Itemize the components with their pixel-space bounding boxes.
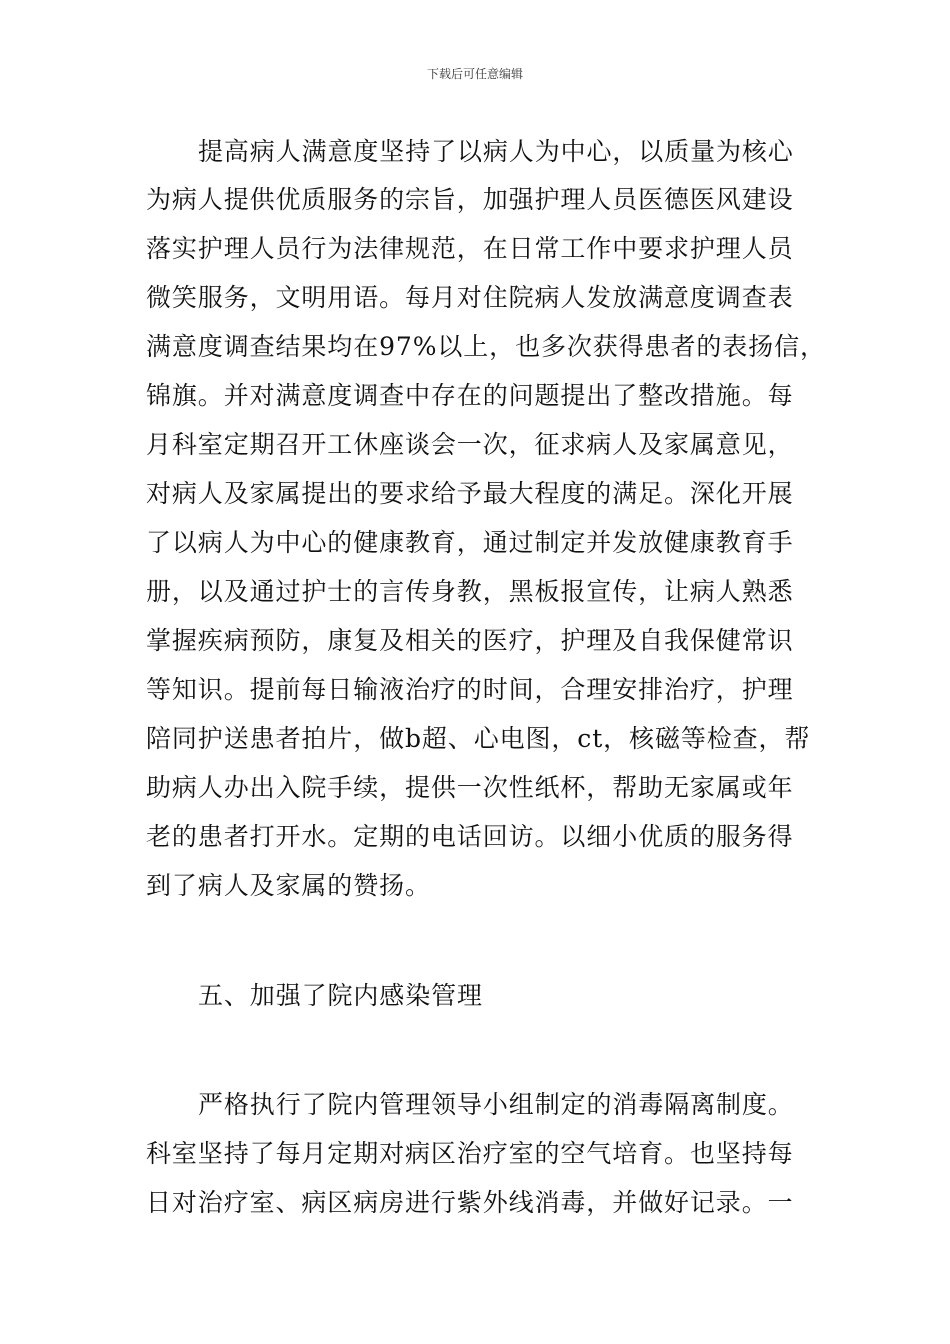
text-line: 锦旗。并对满意度调查中存在的问题提出了整改措施。每	[146, 381, 794, 410]
text-line: 日对治疗室、病区病房进行紫外线消毒，并做好记录。一	[146, 1188, 794, 1217]
text-line: 提高病人满意度坚持了以病人为中心，以质量为核心	[198, 137, 794, 166]
text-line: 老的患者打开水。定期的电话回访。以细小优质的服务得	[146, 822, 794, 851]
text-line: 微笑服务，文明用语。每月对住院病人发放满意度调查表	[146, 283, 794, 312]
text-line: 落实护理人员行为法律规范，在日常工作中要求护理人员	[146, 234, 794, 263]
text-line: 了以病人为中心的健康教育，通过制定并发放健康教育手	[146, 528, 794, 557]
text-line: 掌握疾病预防，康复及相关的医疗，护理及自我保健常识	[146, 626, 794, 655]
text-line: 对病人及家属提出的要求给予最大程度的满足。深化开展	[146, 479, 794, 508]
text-line: 月科室定期召开工休座谈会一次，征求病人及家属意见，	[146, 430, 794, 459]
page-header: 下载后可任意编辑	[426, 67, 523, 81]
text-line: 满意度调查结果均在97%以上，也多次获得患者的表扬信，	[146, 332, 826, 361]
text-line: 到了病人及家属的赞扬。	[146, 871, 431, 900]
text-line: 陪同护送患者拍片，做b超、心电图，ct，核磁等检查，帮	[146, 724, 811, 753]
text-line: 等知识。提前每日输液治疗的时间，合理安排治疗，护理	[146, 675, 794, 704]
text-line: 严格执行了院内管理领导小组制定的消毒隔离制度。	[198, 1090, 794, 1119]
text-line: 助病人办出入院手续，提供一次性纸杯，帮助无家属或年	[146, 773, 794, 802]
section-heading: 五、加强了院内感染管理	[198, 981, 483, 1010]
text-line: 册，以及通过护士的言传身教，黑板报宣传，让病人熟悉	[146, 577, 794, 606]
text-line: 科室坚持了每月定期对病区治疗室的空气培育。也坚持每	[146, 1139, 794, 1168]
text-line: 为病人提供优质服务的宗旨，加强护理人员医德医风建设	[146, 185, 794, 214]
